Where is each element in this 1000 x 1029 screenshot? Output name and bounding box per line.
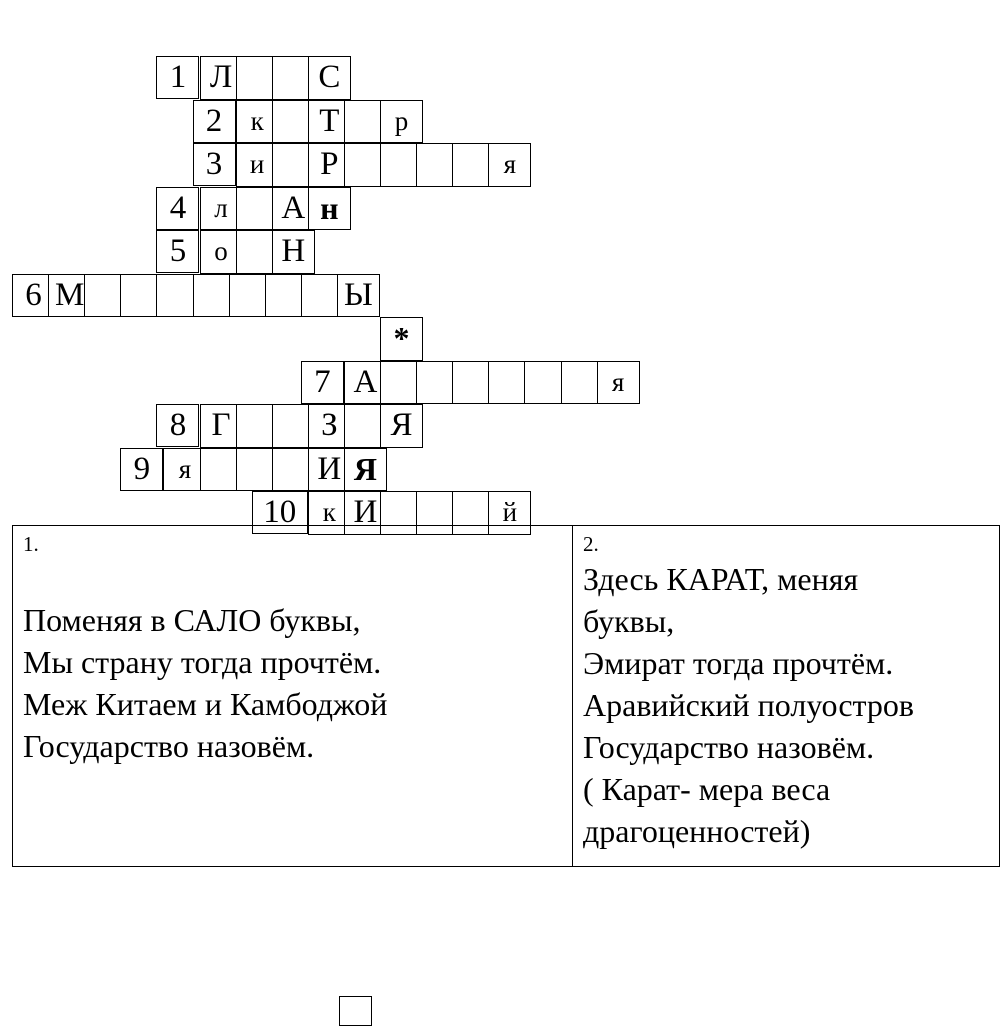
letter-cell[interactable]: Г: [200, 404, 243, 448]
clue-line: Государство назовём.: [583, 729, 875, 765]
letter-cell[interactable]: Т: [308, 100, 351, 144]
letter-cell[interactable]: А: [272, 187, 315, 231]
letter-cell[interactable]: З: [308, 404, 351, 448]
clue-line: Здесь КАРАТ, меняя: [583, 561, 859, 597]
clue-line: буквы,: [583, 603, 675, 639]
clue-line: ( Карат- мера веса: [583, 771, 831, 807]
letter-cell[interactable]: И: [344, 491, 387, 535]
clue-number-cell: 2: [193, 100, 236, 143]
clue-line: Мы страну тогда прочтём.: [23, 644, 382, 680]
clue-line: драгоценностей): [583, 813, 811, 849]
letter-cell[interactable]: л: [200, 187, 243, 231]
letter-cell[interactable]: А: [344, 361, 387, 405]
letter-cell[interactable]: й: [488, 491, 531, 535]
clue-number-cell: 5: [156, 230, 199, 273]
clue-number-cell: 6: [12, 274, 55, 317]
letter-cell[interactable]: к: [236, 100, 279, 144]
letter-cell[interactable]: Р: [308, 143, 351, 187]
clue-number-cell: 3: [193, 143, 236, 186]
clues-table: [12, 525, 1000, 867]
answer-checkbox[interactable]: [339, 996, 372, 1026]
letter-cell[interactable]: к: [308, 491, 351, 535]
letter-cell[interactable]: Л: [200, 56, 243, 100]
letter-cell[interactable]: Я: [380, 404, 423, 448]
letter-cell[interactable]: Ы: [337, 274, 380, 318]
letter-cell[interactable]: о: [200, 230, 243, 274]
clue-line: Поменяя в САЛО буквы,: [23, 602, 361, 638]
letter-cell[interactable]: я: [597, 361, 640, 405]
letter-cell[interactable]: я: [163, 448, 206, 492]
clue-text: [23, 599, 387, 767]
letter-cell[interactable]: И: [308, 448, 351, 492]
clue-number-cell: 8: [156, 404, 199, 447]
letter-cell[interactable]: М: [48, 274, 91, 318]
letter-cell[interactable]: С: [308, 56, 351, 100]
letter-cell[interactable]: р: [380, 100, 423, 144]
clue-number-cell: 1: [156, 56, 199, 99]
letter-cell[interactable]: я: [488, 143, 531, 187]
keyword-letter-cell[interactable]: н: [308, 187, 351, 231]
letter-cell[interactable]: и: [236, 143, 279, 187]
clue-1: [13, 526, 573, 866]
clue-line: Государство назовём.: [23, 728, 315, 764]
clue-line: Эмират тогда прочтём.: [583, 645, 894, 681]
clue-line: Аравийский полуостров: [583, 687, 915, 723]
clue-text: [583, 558, 914, 852]
keyword-letter-cell[interactable]: *: [380, 317, 423, 361]
letter-cell[interactable]: Н: [272, 230, 315, 274]
clue-number-cell: 10: [252, 491, 308, 534]
keyword-letter-cell[interactable]: Я: [344, 448, 387, 492]
clue-number-cell: 7: [301, 361, 344, 404]
clue-2: [573, 526, 999, 866]
clue-number-cell: 4: [156, 187, 199, 230]
clue-number: 2.: [583, 532, 599, 556]
clue-line: Меж Китаем и Камбоджой: [23, 686, 388, 722]
clue-number-cell: 9: [120, 448, 163, 491]
clue-number: 1.: [23, 532, 39, 556]
